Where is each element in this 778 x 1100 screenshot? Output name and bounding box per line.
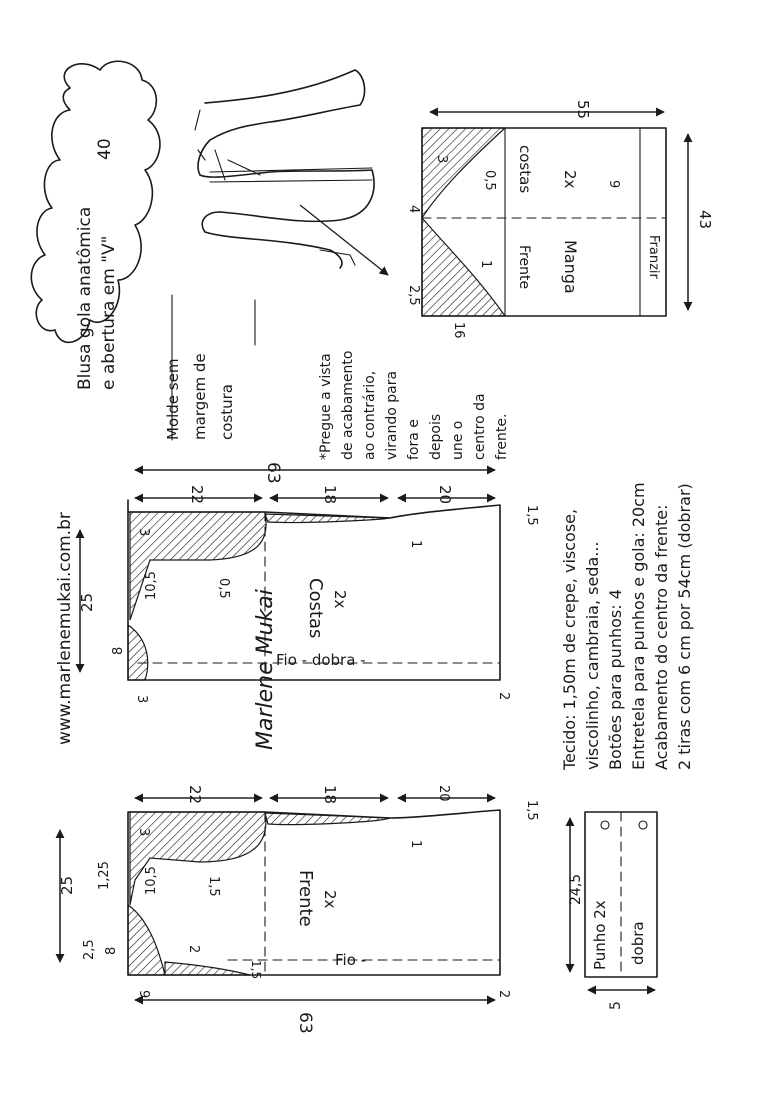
sleeve-measure-4: 4	[406, 205, 421, 214]
back-measure-8: 8	[111, 646, 126, 655]
front-label-2x: 2x	[321, 890, 339, 909]
facing-note-line7: une o	[450, 420, 466, 460]
blouse-sketch	[195, 70, 388, 275]
title-line2: e abertura em "V"	[99, 235, 119, 390]
title-bubble	[31, 61, 160, 390]
materials-line6: 2 tiras com 6 cm por 54cm (dobrar)	[675, 483, 694, 770]
materials-list	[560, 482, 694, 771]
cuff-label-punho: Punho 2x	[591, 900, 609, 970]
front-measure-25b: 2,5	[82, 939, 97, 960]
sleeve-label-manga: Manga	[561, 240, 580, 294]
back-measure-18: 18	[321, 485, 339, 505]
sleeve-measure-1: 1	[478, 260, 493, 269]
sleeve-label-frente: Frente	[516, 245, 532, 290]
front-measure-125: 1,25	[97, 861, 112, 890]
back-pattern	[78, 462, 539, 703]
materials-line1: Tecido: 1,50m de crepe, viscose,	[560, 508, 579, 770]
cuff-pattern	[568, 812, 657, 1010]
sleeve-measure-16: 16	[451, 322, 466, 339]
front-measure-63: 63	[295, 1012, 315, 1034]
front-measure-8: 8	[104, 946, 119, 955]
front-measure-3: 3	[136, 828, 151, 837]
front-measure-105: 10,5	[144, 866, 159, 895]
facing-note-line2: de acabamento	[340, 350, 356, 460]
back-measure-22: 22	[188, 485, 206, 505]
front-label-fio: Fio -	[335, 951, 367, 969]
front-measure-15b: 1,5	[206, 876, 221, 897]
cuff-measure-245: 24,5	[568, 873, 584, 905]
sleeve-measure-9: 9	[606, 180, 621, 189]
back-measure-3b: 3	[134, 695, 149, 704]
back-measure-20: 20	[436, 485, 454, 505]
front-measure-2b: 2	[496, 990, 511, 999]
facing-note-line1: *Pregue a vista	[318, 353, 334, 460]
sleeve-measure-43: 43	[696, 210, 714, 230]
seam-note-line2: margem de	[191, 353, 209, 440]
back-measure-3a: 3	[136, 528, 151, 537]
front-measure-1: 1	[408, 840, 423, 849]
sleeve-measure-25: 2,5	[406, 285, 421, 306]
cuff-measure-5: 5	[608, 1001, 624, 1010]
title-size: 40	[95, 138, 115, 160]
front-measure-15a: 1,5	[524, 800, 539, 821]
back-measure-105: 10,5	[144, 571, 159, 600]
facing-note-line5: fora e	[406, 419, 422, 460]
back-measure-05: 0,5	[216, 578, 231, 599]
sleeve-label-2x: 2x	[561, 170, 579, 189]
back-measure-15: 1,5	[524, 505, 539, 526]
back-label-2x: 2x	[331, 590, 349, 609]
back-measure-63: 63	[263, 462, 283, 484]
back-label-costas: Costas	[305, 578, 326, 639]
facing-note-line9: frente.	[494, 413, 510, 460]
materials-line4: Entretela para punhos e gola: 20cm	[629, 482, 648, 770]
front-measure-22: 22	[186, 785, 204, 805]
sleeve-label-costas: costas	[516, 145, 534, 194]
front-measure-15c: 1,5	[249, 960, 263, 980]
title-line1: Blusa gola anatômica	[75, 206, 95, 390]
facing-note-line3: ao contrário,	[362, 370, 378, 460]
facing-note-line6: depois	[428, 413, 444, 460]
back-measure-1: 1	[408, 540, 423, 549]
front-measure-2: 2	[186, 945, 201, 954]
front-measure-25: 25	[58, 875, 76, 895]
materials-line3: Botões para punhos: 4	[606, 589, 625, 770]
seam-note	[164, 295, 255, 440]
sleeve-measure-3: 3	[434, 155, 449, 164]
sleeve-pattern	[406, 100, 714, 339]
back-measure-2: 2	[496, 692, 511, 701]
facing-note-line4: virando para	[384, 370, 400, 460]
seam-note-line1: Molde sem	[164, 358, 182, 440]
back-label-fio-dobra: Fio - dobra -	[276, 651, 366, 669]
sleeve-label-franzir: Franzir	[646, 235, 661, 279]
front-measure-18: 18	[321, 785, 339, 805]
signature: Marlene Mukai	[253, 589, 278, 750]
cuff-label-dobra: dobra	[629, 921, 647, 965]
sleeve-measure-55: 55	[574, 100, 592, 120]
front-measure-9: 9	[136, 990, 151, 999]
facing-note-line8: centro da	[472, 393, 488, 460]
front-label-frente: Frente	[295, 870, 316, 927]
materials-line5: Acabamento do centro da frente:	[652, 504, 671, 770]
sleeve-measure-05: 0,5	[482, 170, 497, 191]
website-url: www.marlenemukai.com.br	[55, 512, 75, 745]
seam-note-line3: costura	[218, 384, 236, 440]
facing-note	[318, 351, 510, 460]
back-measure-25: 25	[78, 592, 96, 612]
materials-line2: viscolinho, cambraia, seda...	[583, 541, 602, 770]
front-measure-20: 20	[436, 785, 451, 802]
front-pattern	[58, 785, 539, 1034]
